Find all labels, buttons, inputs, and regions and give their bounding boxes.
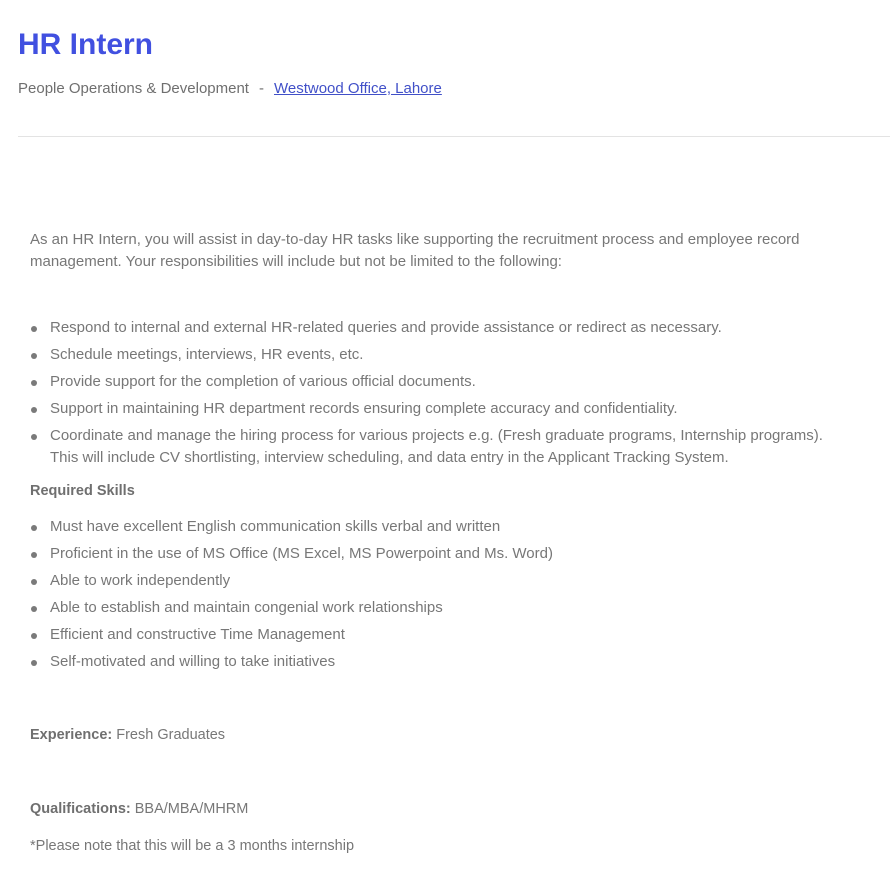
list-item: Schedule meetings, interviews, HR events, etc. [30, 344, 850, 366]
experience-row [30, 724, 850, 746]
location-link[interactable]: Westwood Office, Lahore [273, 80, 442, 97]
list-item: Provide support for the completion of various official documents. [30, 371, 850, 393]
internship-note: *Please note that this will be a 3 months internship [30, 838, 355, 854]
job-description [30, 229, 850, 857]
responsibilities-list [30, 317, 850, 469]
list-item: Self-motivated and willing to take initiatives [30, 651, 850, 673]
intro-paragraph: As an HR Intern, you will assist in day-to-day HR tasks like supporting the recruitment process and employee record management. Your responsibilities will include but not be limited to the following: [30, 231, 800, 270]
job-title: HR Intern [18, 28, 153, 61]
skills-list [30, 516, 850, 673]
list-item: Able to work independently [30, 570, 850, 592]
meta-separator: - [258, 80, 264, 97]
skills-heading: Required Skills [30, 483, 135, 499]
list-item: Support in maintaining HR department records ensuring complete accuracy and confidentiality. [30, 398, 850, 420]
experience-label: Experience: [30, 727, 113, 743]
qualifications-label: Qualifications: [30, 801, 131, 817]
job-header [18, 26, 153, 64]
header-divider [18, 136, 890, 137]
list-item: Must have excellent English communication skills verbal and written [30, 516, 850, 538]
list-item: Proficient in the use of MS Office (MS Excel, MS Powerpoint and Ms. Word) [30, 543, 850, 565]
department-label: People Operations & Development [18, 80, 249, 97]
job-meta [18, 80, 442, 98]
qualifications-value: BBA/MBA/MHRM [134, 801, 249, 817]
list-item: Coordinate and manage the hiring process for various projects e.g. (Fresh graduate programs, Internship programs). This will include CV shortlisting, interview scheduling, and data entry in the Applicant Tracking System. [30, 425, 850, 469]
qualifications-row [30, 798, 850, 820]
list-item: Efficient and constructive Time Management [30, 624, 850, 646]
list-item: Respond to internal and external HR-related queries and provide assistance or redirect as necessary. [30, 317, 850, 339]
list-item: Able to establish and maintain congenial work relationships [30, 597, 850, 619]
experience-value: Fresh Graduates [116, 727, 226, 743]
